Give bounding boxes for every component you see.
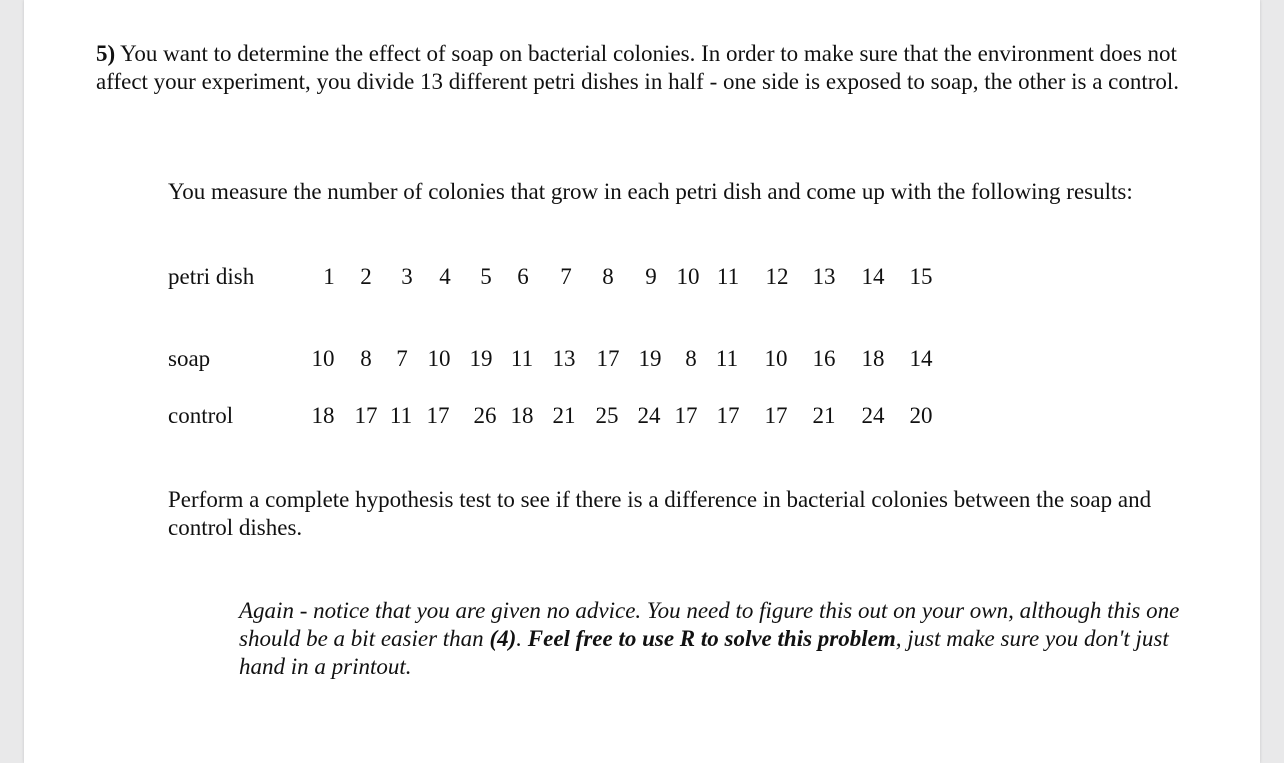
dish-cell: 11 [716, 264, 740, 289]
soap-cell: 10 [427, 346, 451, 371]
question-text: You want to determine the effect of soap on bacterial colonies. In order to make sure that the environment does not affect your experiment, you divide 13 different petri dishes in half - one side is exposed to soap, the other is a control. [96, 41, 1180, 94]
soap-cell: 7 [396, 346, 408, 371]
control-cell: 21 [552, 403, 576, 428]
note-bold: Feel free to use R to solve this problem [527, 626, 896, 651]
dish-cell: 12 [765, 264, 789, 289]
control-cell: 18 [311, 403, 335, 428]
dish-cell: 2 [360, 264, 372, 289]
note-ref: (4) [489, 626, 517, 651]
perform-instruction: Perform a complete hypothesis test to see if there is a difference in bacterial colonies between the soap and control dishes. [168, 487, 1152, 540]
control-cell: 17 [426, 403, 450, 428]
control-cell: 21 [812, 403, 836, 428]
dish-cell: 7 [560, 264, 572, 289]
soap-cell: 14 [909, 346, 933, 371]
dish-cell: 5 [480, 264, 492, 289]
control-cell: 11 [389, 403, 413, 428]
dish-cell: 6 [517, 264, 529, 289]
soap-cell: 10 [311, 346, 335, 371]
note-text-3: , just make sure you don't just hand in a printout. [239, 626, 1169, 679]
dish-cell: 15 [909, 264, 933, 289]
dish-cell: 9 [645, 264, 657, 289]
soap-label: soap [168, 346, 211, 371]
dish-cell: 14 [861, 264, 885, 289]
dish-cell: 8 [602, 264, 614, 289]
soap-cell: 19 [638, 346, 662, 371]
measure-text: You measure the number of colonies that grow in each petri dish and come up with the following results: [168, 179, 1133, 204]
control-cell: 17 [764, 403, 788, 428]
control-cell: 25 [595, 403, 619, 428]
dish-cell: 4 [439, 264, 451, 289]
control-cell: 17 [716, 403, 740, 428]
soap-cell: 17 [596, 346, 620, 371]
control-cell: 26 [473, 403, 497, 428]
control-cell: 24 [637, 403, 661, 428]
soap-cell: 8 [685, 346, 697, 371]
soap-cell: 13 [552, 346, 576, 371]
advice-note [239, 597, 1199, 681]
soap-cell: 8 [360, 346, 372, 371]
soap-cell: 10 [764, 346, 788, 371]
question-number: 5) [96, 41, 116, 66]
dish-cell: 3 [401, 264, 413, 289]
dish-cell: 1 [323, 264, 335, 289]
control-cell: 24 [861, 403, 885, 428]
control-cell: 20 [909, 403, 933, 428]
soap-cell: 18 [861, 346, 885, 371]
document-page [24, 0, 1260, 763]
soap-cell: 11 [510, 346, 534, 371]
soap-cell: 16 [812, 346, 836, 371]
control-label: control [168, 403, 234, 428]
question-intro [96, 40, 1196, 96]
note-text-1: Again - notice that you are given no advice. You need to figure this out on your own, although this one should be a bit easier than [239, 598, 1180, 651]
control-cell: 17 [354, 403, 378, 428]
petri-dish-label: petri dish [168, 264, 255, 289]
control-cell: 18 [510, 403, 534, 428]
soap-cell: 19 [469, 346, 493, 371]
soap-cell: 11 [715, 346, 739, 371]
note-text-2: . [516, 626, 528, 651]
dish-cell: 10 [676, 264, 700, 289]
dish-cell: 13 [812, 264, 836, 289]
control-cell: 17 [674, 403, 698, 428]
